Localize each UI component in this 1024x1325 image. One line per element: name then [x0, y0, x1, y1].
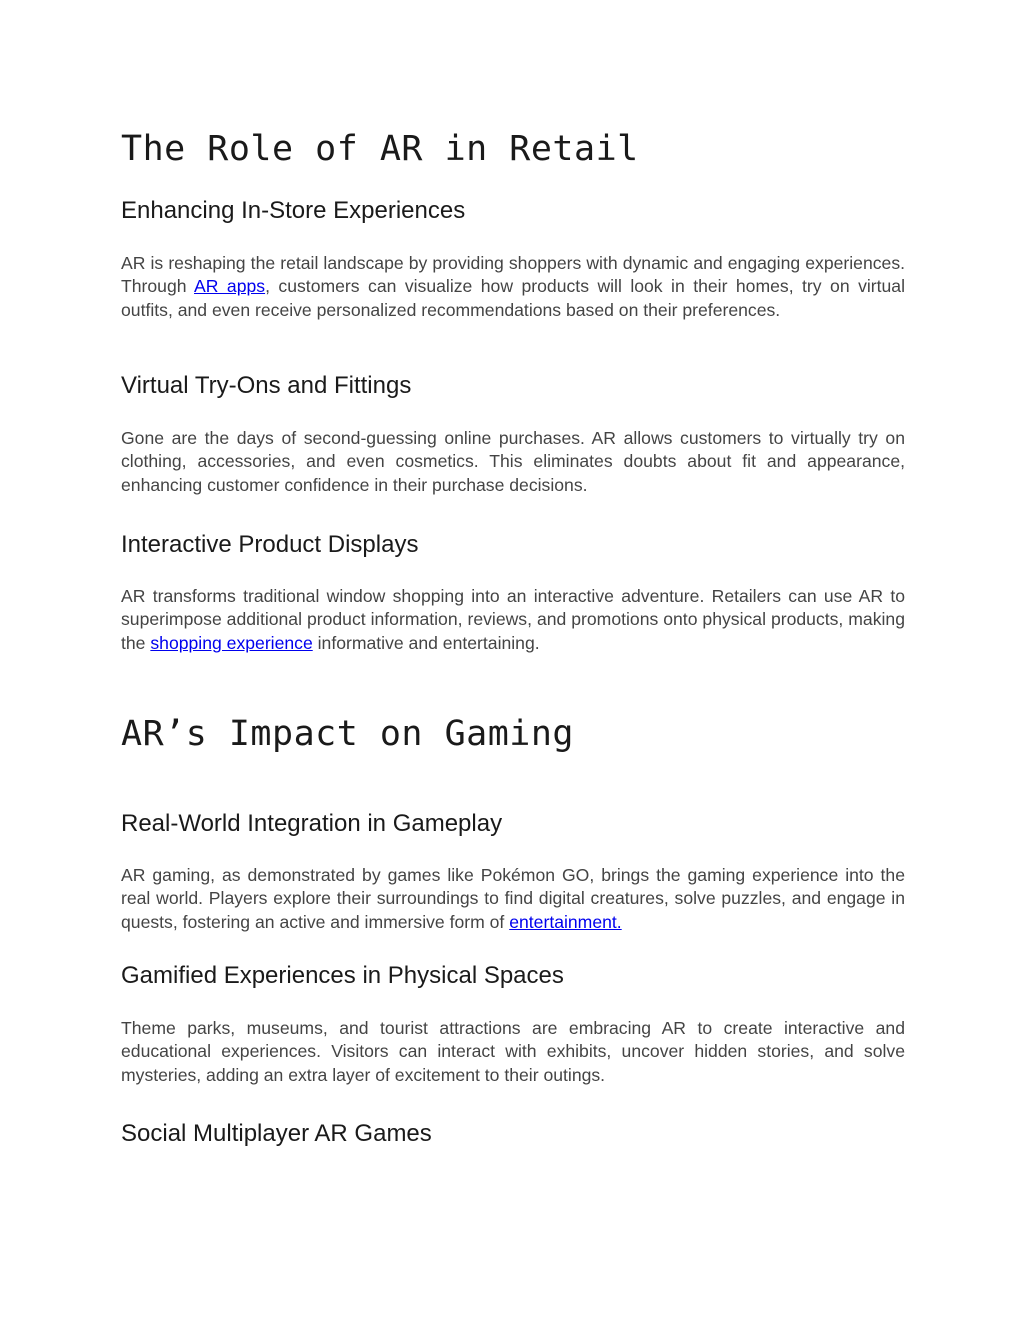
- paragraph-text: informative and entertaining.: [312, 632, 540, 653]
- paragraph-text: AR gaming, as demonstrated by games like Pokémon GO, brings the gaming experience into the real world. Players explore their surroundings to find digital creatures, solve puzzles, and engage in quests, fostering an active and immersive form of: [121, 865, 905, 932]
- subheading-gamified: Gamified Experiences in Physical Spaces: [121, 962, 564, 989]
- subheading-product-displays: Interactive Product Displays: [121, 531, 419, 558]
- entertainment-link[interactable]: entertainment.: [509, 911, 622, 932]
- subheading-social-multiplayer: Social Multiplayer AR Games: [121, 1120, 432, 1147]
- paragraph-real-world: [121, 864, 905, 934]
- paragraph-in-store: [121, 252, 905, 322]
- subheading-in-store: Enhancing In-Store Experiences: [121, 197, 466, 224]
- ar-apps-link[interactable]: AR apps: [194, 276, 266, 297]
- paragraph-text: AR is reshaping the retail landscape by providing shoppers with dynamic and engaging experiences. Through: [121, 253, 905, 297]
- section-title-retail: The Role of AR in Retail: [121, 129, 639, 169]
- paragraph-text: , customers can visualize how products will look in their homes, try on virtual outfits, and even receive personalized recommendations based on their preferences.: [121, 276, 905, 320]
- paragraph-gamified: Theme parks, museums, and tourist attractions are embracing AR to create interactive and educational experiences. Visitors can interact with exhibits, uncover hidden stories, and solve mysteries, adding an extra layer of excitement to their outings.: [121, 1018, 905, 1085]
- subheading-real-world: Real-World Integration in Gameplay: [121, 810, 503, 837]
- shopping-experience-link[interactable]: shopping experience: [150, 632, 313, 653]
- paragraph-virtual-try-ons: Gone are the days of second-guessing online purchases. AR allows customers to virtually try on clothing, accessories, and even cosmetics. This eliminates doubts about fit and appearance, enhancing customer confidence in their purchase decisions.: [121, 428, 905, 495]
- paragraph-text: AR transforms traditional window shopping into an interactive adventure. Retailers can use AR to superimpose additional product information, reviews, and promotions onto physical products, making the: [121, 586, 905, 653]
- subheading-virtual-try-ons: Virtual Try-Ons and Fittings: [121, 372, 412, 399]
- section-title-gaming: AR’s Impact on Gaming: [121, 714, 575, 754]
- paragraph-product-displays: [121, 585, 905, 655]
